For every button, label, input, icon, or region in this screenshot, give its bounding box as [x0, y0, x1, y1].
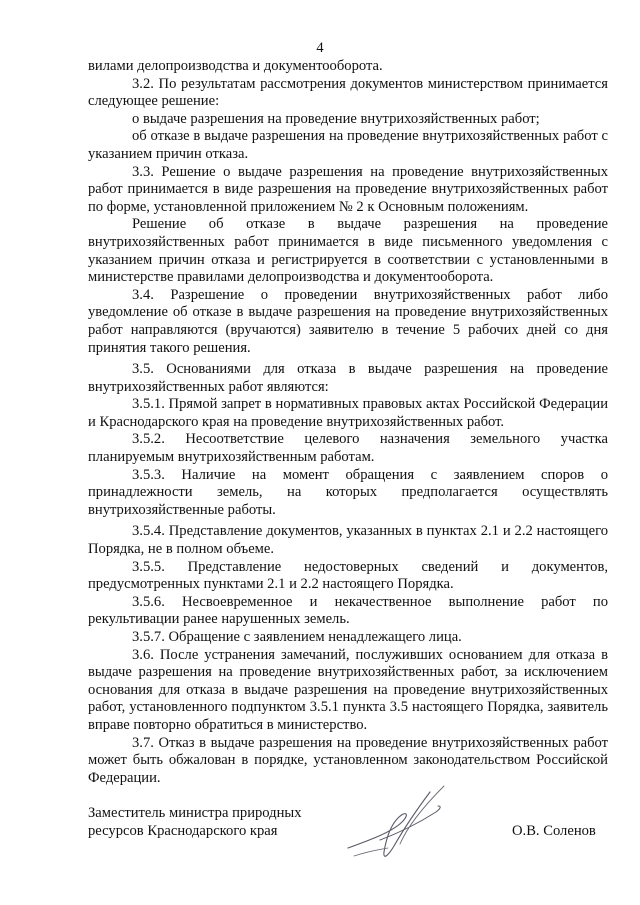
paragraph-3-5: 3.5. Основаниями для отказа в выдаче разрешения на проведение внутрихозяйственных работ являются:: [88, 361, 608, 395]
signatory-position: [88, 804, 328, 840]
paragraph-3-6: 3.6. После устранения замечаний, послуживших основанием для отказа в выдаче разрешения на проведение внутрихозяйственных работ, за исключением основания для отказа в выдаче разрешения на проведение внутрихозяйственных работ, установленного подпунктом 3.5.1 пункта 3.5 настоящего Порядка, заявитель вправе повторно обратиться в министерство.: [88, 646, 608, 733]
paragraph-3-3: 3.3. Решение о выдаче разрешения на проведение внутрихозяйственных работ принимается в виде разрешения на проведение внутрихозяйственных работ по форме, установленной приложением № 2 к Основным положениям.: [88, 163, 608, 215]
handwritten-signature: [340, 782, 450, 872]
signatory-name: О.В. Соленов: [512, 823, 596, 839]
signatory-position-line-2: ресурсов Краснодарского края: [88, 823, 278, 839]
paragraph-3-5-5: 3.5.5. Представление недостоверных сведений и документов, предусмотренных пунктами 2.1 и 2.2 настоящего Порядка.: [88, 558, 608, 593]
document-body: [88, 58, 608, 787]
paragraph-3-5-4: 3.5.4. Представление документов, указанных в пунктах 2.1 и 2.2 настоящего Порядка, не в полном объеме.: [88, 523, 608, 558]
paragraph-3-5-6: 3.5.6. Несвоевременное и некачественное выполнение работ по рекультивации ранее нарушенных земель.: [88, 593, 608, 628]
paragraph-refusal-decision: Решение об отказе в выдаче разрешения на проведение внутрихозяйственных работ принимается в виде письменного уведомления с указанием причин отказа и регистрируется в соответствии с установленными в министерстве правилами делопроизводства и документооборота.: [88, 216, 608, 286]
paragraph-3-4: 3.4. Разрешение о проведении внутрихозяйственных работ либо уведомление об отказе в выдаче разрешения на проведение внутрихозяйственных работ направляются (вручаются) заявителю в течение 5 рабочих дней со дня принятия такого решения.: [88, 286, 608, 356]
page-number: 4: [316, 40, 324, 56]
paragraph-3-7: 3.7. Отказ в выдаче разрешения на проведение внутрихозяйственных работ может быть обжалован в порядке, установленном законодательством Российской Федерации.: [88, 734, 608, 786]
paragraph-3-5-3: 3.5.3. Наличие на момент обращения с заявлением споров о принадлежности земель, на которых предполагается осуществлять внутрихозяйственные работы.: [88, 466, 608, 518]
decision-option-grant: о выдаче разрешения на проведение внутрихозяйственных работ;: [132, 110, 540, 127]
signatory-position-line-1: Заместитель министра природных: [88, 805, 302, 821]
paragraph-3-5-2: 3.5.2. Несоответствие целевого назначения земельного участка планируемым внутрихозяйственным работам.: [88, 431, 608, 466]
paragraph-3-2: 3.2. По результатам рассмотрения документов министерством принимается следующее решение:: [88, 75, 608, 110]
paragraph-continuation: вилами делопроизводства и документооборота.: [88, 58, 383, 74]
paragraph-3-5-1: 3.5.1. Прямой запрет в нормативных правовых актах Российской Федерации и Краснодарского края на проведение внутрихозяйственных работ.: [88, 396, 608, 430]
paragraph-3-5-7: 3.5.7. Обращение с заявлением ненадлежащего лица.: [132, 629, 462, 645]
decision-option-refuse: об отказе в выдаче разрешения на проведение внутрихозяйственных работ с указанием причин отказа.: [88, 128, 608, 162]
